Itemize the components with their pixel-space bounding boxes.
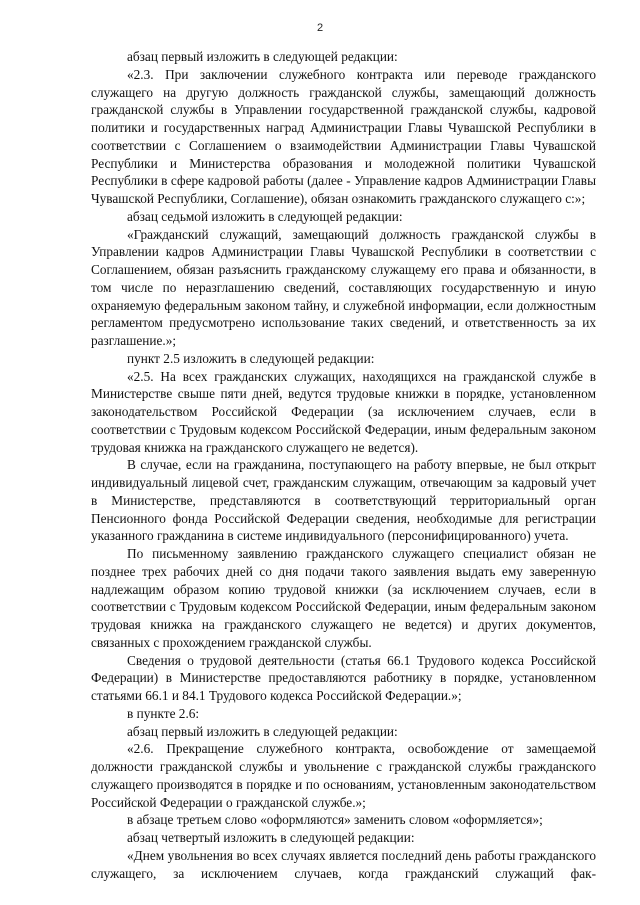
paragraph-11: абзац первый изложить в следующей редакции: bbox=[127, 723, 398, 739]
paragraph-1: абзац первый изложить в следующей редакции: bbox=[127, 49, 398, 64]
paragraph-12: «2.6. Прекращение служебного контракта, освобождение от замещаемой должности гражданской службы и увольнение с гражданской службы гражданского служащего производятся в порядке и по основаниям, установленным законодательством Российской Федерации о гражданской службе.»; bbox=[91, 741, 596, 810]
paragraph-10: в пункте 2.6: bbox=[127, 705, 200, 721]
paragraph-8: По письменному заявлению гражданского служащего специалист обязан не позднее трех рабочих дней со дня подачи такого заявления выдать ему заверенную надлежащим образом копию трудовой книжки (за исключением случаев, если в соответствии с Трудовым кодексом Российской Федерации, иным федеральным законом трудовая книжка на гражданского служащего не ведется) и других документов, связанных с прохождением гражданской службы. bbox=[91, 546, 596, 650]
paragraph-6: «2.5. На всех гражданских служащих, находящихся на гражданской службе в Министерстве свыше пяти дней, ведутся трудовые книжки в порядке, установленном законодательством Российской Федерации (за исключением случаев, если в соответствии с Трудовым кодексом Российской Федерации, иным федеральным законом трудовая книжка на гражданского служащего не ведется). bbox=[91, 368, 596, 455]
document-body bbox=[91, 48, 596, 882]
paragraph-3: абзац седьмой изложить в следующей редакции: bbox=[127, 208, 403, 224]
paragraph-2: «2.3. При заключении служебного контракта или переводе гражданского служащего на другую должность гражданской службы, замещающий должность гражданской службы в Управлении государственной гражданской службы, кадровой политики и государственных наград Администрации Главы Чувашской Республики в соответствии с Соглашением о взаимодействии Администрации Главы Чувашской Республики и Министерства образования и молодежной политики Чувашской Республики в сфере кадровой работы (далее - Управление кадров Администрации Главы Чувашской Республики, Соглашение), обязан ознакомить гражданского служащего с:»; bbox=[91, 66, 596, 206]
paragraph-7: В случае, если на гражданина, поступающего на работу впервые, не был открыт индивидуальный лицевой счет, гражданским служащим, отвечающим за кадровый учет в Министерстве, представляются в соответствующий территориальный орган Пенсионного фонда Российской Федерации сведения, необходимые для регистрации указанного гражданина в системе индивидуального (персонифицированного) учета. bbox=[91, 457, 596, 544]
paragraph-13: в абзаце третьем слово «оформляются» заменить словом «оформляется»; bbox=[127, 812, 543, 828]
paragraph-9: Сведения о трудовой деятельности (статья 66.1 Трудового кодекса Российской Федерации) в Министерстве предоставляются работнику в порядке, установленном статьями 66.1 и 84.1 Трудового кодекса Российской Федерации.»; bbox=[91, 652, 596, 703]
paragraph-5: пункт 2.5 изложить в следующей редакции: bbox=[127, 350, 375, 366]
paragraph-15: «Днем увольнения во всех случаях является последний день работы гражданского служащего, за исключением случаев, когда гражданский служащий фак- bbox=[91, 847, 596, 881]
page-number: 2 bbox=[316, 22, 324, 34]
paragraph-4: «Гражданский служащий, замещающий должность гражданской службы в Управлении кадров Администрации Главы Чувашской Республики в соответствии с Соглашением, обязан разъяснить гражданскому служащему его права и обязанности, в том числе по неразглашению сведений, составляющих государственную и иную охраняемую федеральным законом тайну, и служебной информации, если должностным регламентом предусмотрено использование таких сведений, и ответственность за их разглашение.»; bbox=[91, 226, 596, 348]
paragraph-14: абзац четвертый изложить в следующей редакции: bbox=[127, 830, 415, 845]
